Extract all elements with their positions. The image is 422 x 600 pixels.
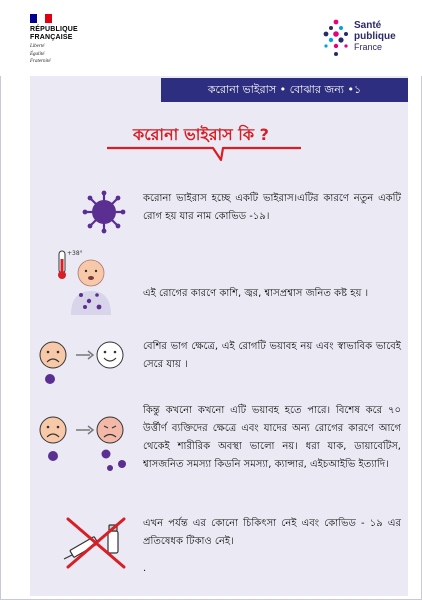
sad-and-sick-faces-icon — [38, 412, 138, 474]
french-flag-icon — [30, 14, 52, 23]
spf-line-2: publique — [354, 31, 396, 42]
republic-title-line-2: FRANÇAISE — [30, 34, 73, 41]
paragraph-5: এখন পর্যন্ত এর কোনো চিকিৎসা নেই এবং কোভিড - ১৯ এর প্রতিষেধক টিকাও নেই। — [143, 518, 401, 547]
motto-liberte: Liberté — [30, 44, 45, 49]
motto-fraternite: Fraternité — [30, 59, 51, 64]
page-title: করোনা ভাইরাস কি ? — [133, 125, 269, 144]
title-speech-underline — [105, 140, 305, 164]
sante-publique-france-logo — [322, 16, 412, 66]
topic-banner: করোনা ভাইরাস • বোঝার জন্য •১ — [161, 78, 408, 102]
paragraph-1: করোনা ভাইরাস হচ্ছে একটি ভাইরাস।এটির কারণে নতুন একটি রোগ হয় যার নাম কোভিড -১৯। — [143, 193, 401, 222]
spf-line-1: Santé — [354, 20, 382, 31]
paragraph-4: কিন্তু কখনো কখনো এটি ভয়াবহ হতে পারে। বিশেষ করে ৭০ উর্ত্তীর্ণ ব্যক্তিদের ক্ষেত্রে এবং যাদের অন্য রোগের কারণে আগে থেকেই শারীরিক অবস্থা ভালো নয়। ধরা যাক, ডায়াবেটিস, শ্বাসজনিত সমস্যা কিডনি সমস্যা, ক্যান্সার, এইচআইভি ইত্যাদি। — [143, 405, 401, 470]
fever-person-icon — [55, 245, 117, 321]
republique-francaise-logo — [30, 14, 100, 65]
virus-icon — [82, 190, 126, 234]
svg-text:+38°: +38° — [67, 250, 83, 257]
spf-dots-icon — [322, 16, 354, 60]
no-vaccine-syringe-icon — [62, 515, 130, 571]
paragraph-2: এই রোগের কারণে কাশি, জ্বর, শ্বাসপ্রশ্বাস জনিত কষ্ট হয় । — [143, 288, 369, 299]
header — [0, 0, 422, 76]
sad-to-happy-faces-icon — [38, 338, 138, 388]
paragraph-3: বেশির ভাগ ক্ষেত্রে, এই রোগটি ভয়াবহ নয় এবং স্বাভাবিক ভাবেই সেরে যায় । — [143, 341, 401, 370]
spf-line-3: France — [354, 42, 383, 52]
republic-title-line-1: RÉPUBLIQUE — [30, 26, 78, 33]
footer-mark: . — [143, 563, 147, 574]
motto-egalite: Égalité — [30, 51, 45, 57]
